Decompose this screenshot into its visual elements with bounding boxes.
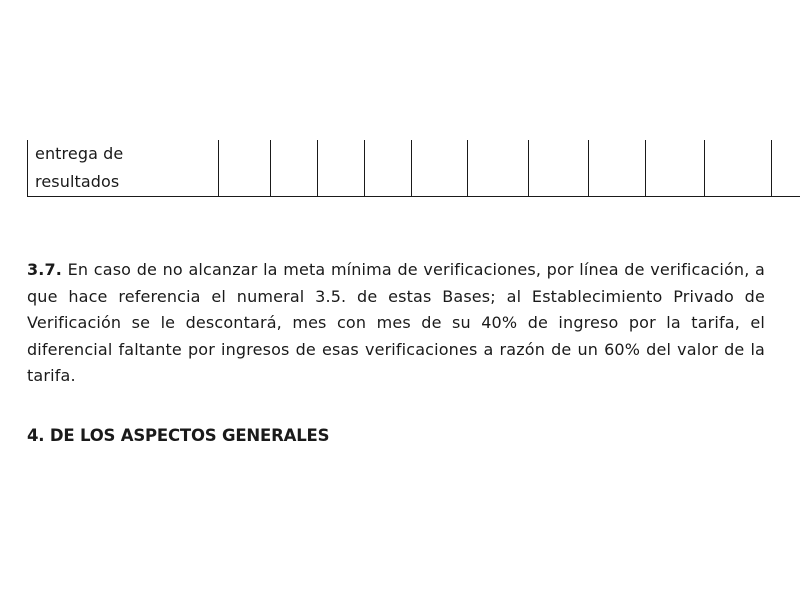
section-heading: 4. DE LOS ASPECTOS GENERALES [27,426,330,445]
table-row-label-cell [28,140,219,197]
schedule-table-fragment [27,140,800,197]
table-cell [219,140,271,197]
table-cell [529,140,589,197]
clause-text: En caso de no alcanzar la meta mínima de verificaciones, por línea de verificación, a que hace referencia el numeral 3.5. de estas Bases; al Establecimiento Privado de Verificación se le descontará, mes con mes de su 40% de ingreso por la tarifa, el diferencial faltante por ingresos de esas verificaciones a razón de un 60% del valor de la tarifa. [27,260,765,385]
table-cell [271,140,318,197]
table-cell [468,140,529,197]
clause-paragraph [27,257,765,390]
table-cell [412,140,468,197]
table-cell [772,140,800,197]
table-row-label-line2: resultados [35,172,120,191]
table-cell [589,140,646,197]
table-cell [318,140,365,197]
clause-number: 3.7. [27,260,63,279]
table-row-label-line1: entrega de [35,144,124,163]
table-row [28,140,800,197]
table-cell [705,140,772,197]
table-cell [646,140,705,197]
table-cell [365,140,412,197]
